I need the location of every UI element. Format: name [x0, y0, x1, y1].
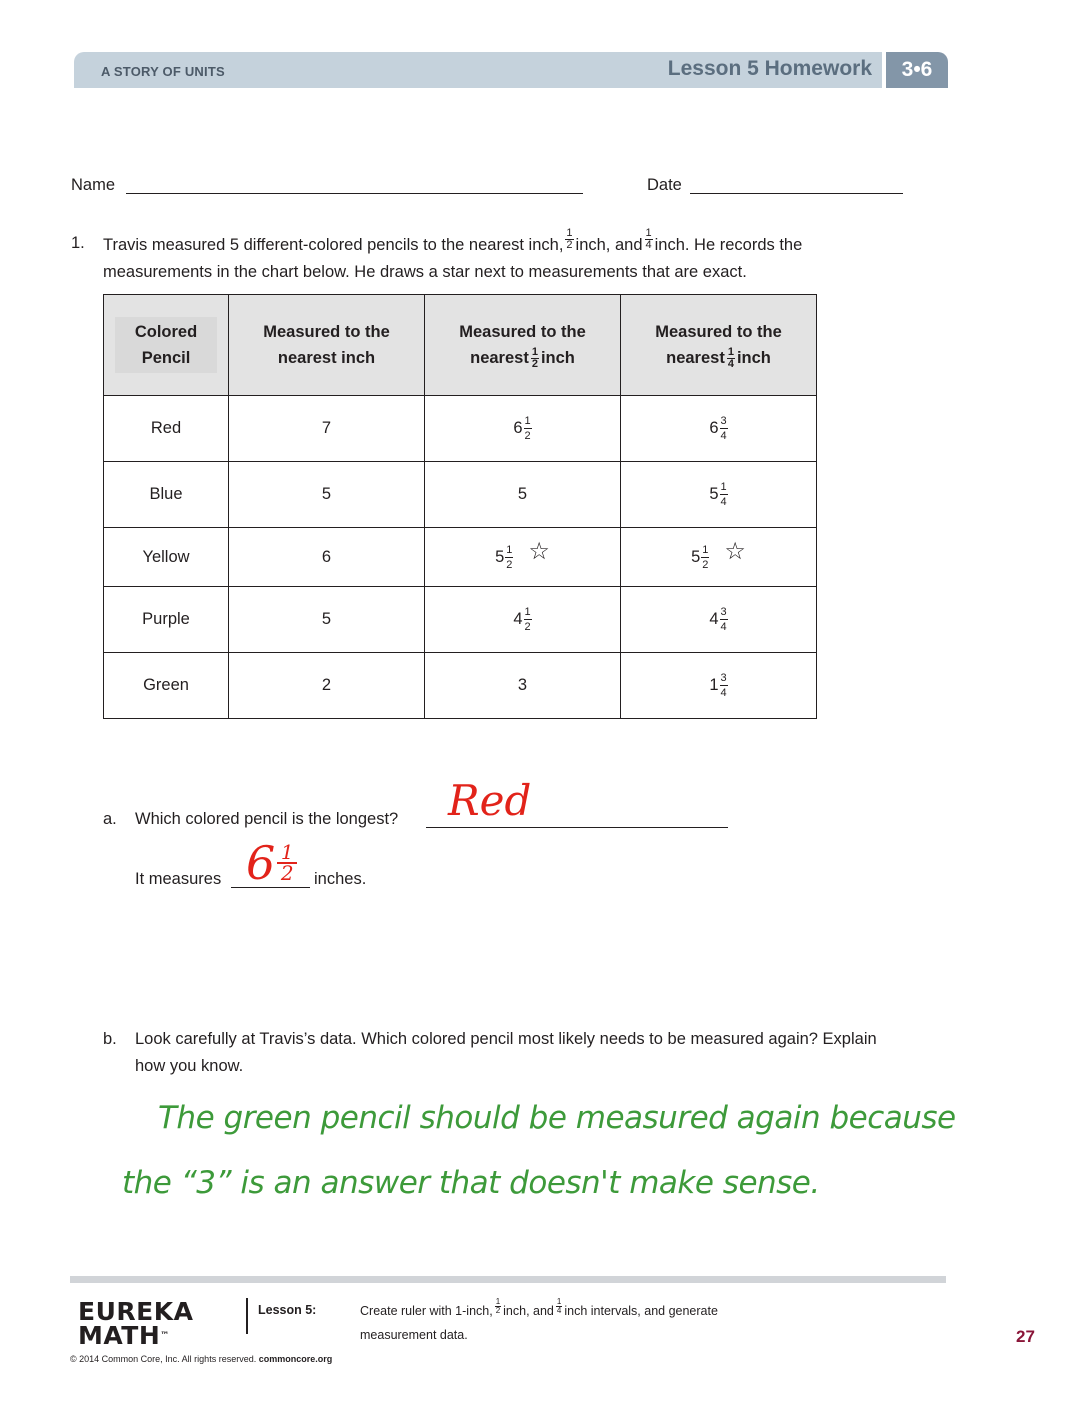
- cell-half: 3: [425, 653, 621, 719]
- part-a-answer: Red: [448, 776, 532, 825]
- cell-quarter: 4 3 4: [621, 587, 817, 653]
- table-row: [104, 462, 817, 528]
- header-nearest-inch: Measured to the nearest inch: [229, 295, 425, 396]
- header-nearest-quarter-inch: Measured to the nearest $\frac{1}{4}$ inch: [621, 295, 817, 396]
- fraction-half: $\frac{1}{2}$: [566, 227, 573, 251]
- footer-description-line1: Create ruler with 1-inch, $\frac{1}{2}$ inch, and $\frac{1}{4}$ inch intervals, and generate: [360, 1297, 718, 1318]
- cell-inch: 7: [229, 396, 425, 462]
- cell-quarter: 5 1 4: [621, 462, 817, 528]
- part-a-label: a.: [103, 810, 117, 828]
- measures-suffix: inches.: [314, 870, 367, 888]
- problem-number: 1.: [71, 234, 85, 252]
- cell-half: 5: [425, 462, 621, 528]
- date-field[interactable]: [690, 193, 903, 194]
- lesson-title: Lesson 5 Homework: [667, 57, 872, 80]
- table-row: [104, 653, 817, 719]
- table-row: [104, 587, 817, 653]
- table-row: [104, 396, 817, 462]
- eureka-math-logo: EUREKA MATH™: [78, 1297, 194, 1350]
- cell-pencil: Green: [104, 653, 229, 719]
- part-b-answer-line1: The green pencil should be measured again because: [158, 1100, 956, 1136]
- table-row: [104, 528, 817, 587]
- cell-quarter: 6 3 4: [621, 396, 817, 462]
- cell-half: 6 1 2: [425, 396, 621, 462]
- cell-quarter: 1 3 4: [621, 653, 817, 719]
- cell-inch: 6: [229, 528, 425, 587]
- part-b-question-line1: Look carefully at Travis’s data. Which colored pencil most likely needs to be measured again? Explain: [135, 1030, 877, 1048]
- measurement-table: [103, 294, 817, 719]
- star-icon: ☆: [528, 537, 550, 565]
- cell-pencil: Purple: [104, 587, 229, 653]
- problem-text-line2: measurements in the chart below. He draws a star next to measurements that are exact.: [103, 263, 747, 281]
- grade-module-badge: 3•6: [886, 52, 948, 88]
- measures-label: It measures: [135, 870, 222, 888]
- part-a-answer-field[interactable]: [426, 827, 728, 828]
- cell-half: 5 1 2 ☆: [425, 528, 621, 587]
- part-b-question-line2: how you know.: [135, 1057, 244, 1075]
- header-colored-pencil: Colored Pencil: [104, 295, 229, 396]
- cell-half: 4 1 2: [425, 587, 621, 653]
- cell-pencil: Red: [104, 396, 229, 462]
- footer-description-line2: measurement data.: [360, 1328, 468, 1342]
- name-label: Name: [71, 176, 116, 194]
- cell-pencil: Blue: [104, 462, 229, 528]
- cell-quarter: 5 1 2 ☆: [621, 528, 817, 587]
- header-nearest-half-inch: Measured to the nearest $\frac{1}{2}$ inch: [425, 295, 621, 396]
- footer-vertical-divider: [246, 1298, 248, 1334]
- part-a-question: Which colored pencil is the longest?: [135, 810, 399, 828]
- copyright-notice: © 2014 Common Core, Inc. All rights reserved. commoncore.org: [70, 1354, 333, 1364]
- date-label: Date: [647, 176, 682, 194]
- part-b-answer-line2: the “3” is an answer that doesn't make sense.: [122, 1165, 820, 1201]
- footer-lesson-label: Lesson 5:: [258, 1303, 317, 1317]
- part-b-label: b.: [103, 1030, 117, 1048]
- star-icon: ☆: [724, 537, 746, 565]
- page-number: 27: [1016, 1327, 1035, 1346]
- cell-pencil: Yellow: [104, 528, 229, 587]
- problem-text-line1: Travis measured 5 different-colored pencils to the nearest inch, $\frac{1}{2}$ inch, and $\frac{1}{4}$ inch. He records the: [103, 227, 803, 254]
- commoncore-link[interactable]: commoncore.org: [258, 1354, 333, 1364]
- fraction-quarter: $\frac{1}{4}$: [645, 227, 652, 251]
- measures-answer: 6 1 2: [246, 836, 297, 890]
- cell-inch: 5: [229, 587, 425, 653]
- cell-inch: 2: [229, 653, 425, 719]
- cell-inch: 5: [229, 462, 425, 528]
- series-title: A STORY OF UNITS: [101, 64, 225, 79]
- footer-divider: [70, 1276, 946, 1283]
- name-field[interactable]: [126, 193, 583, 194]
